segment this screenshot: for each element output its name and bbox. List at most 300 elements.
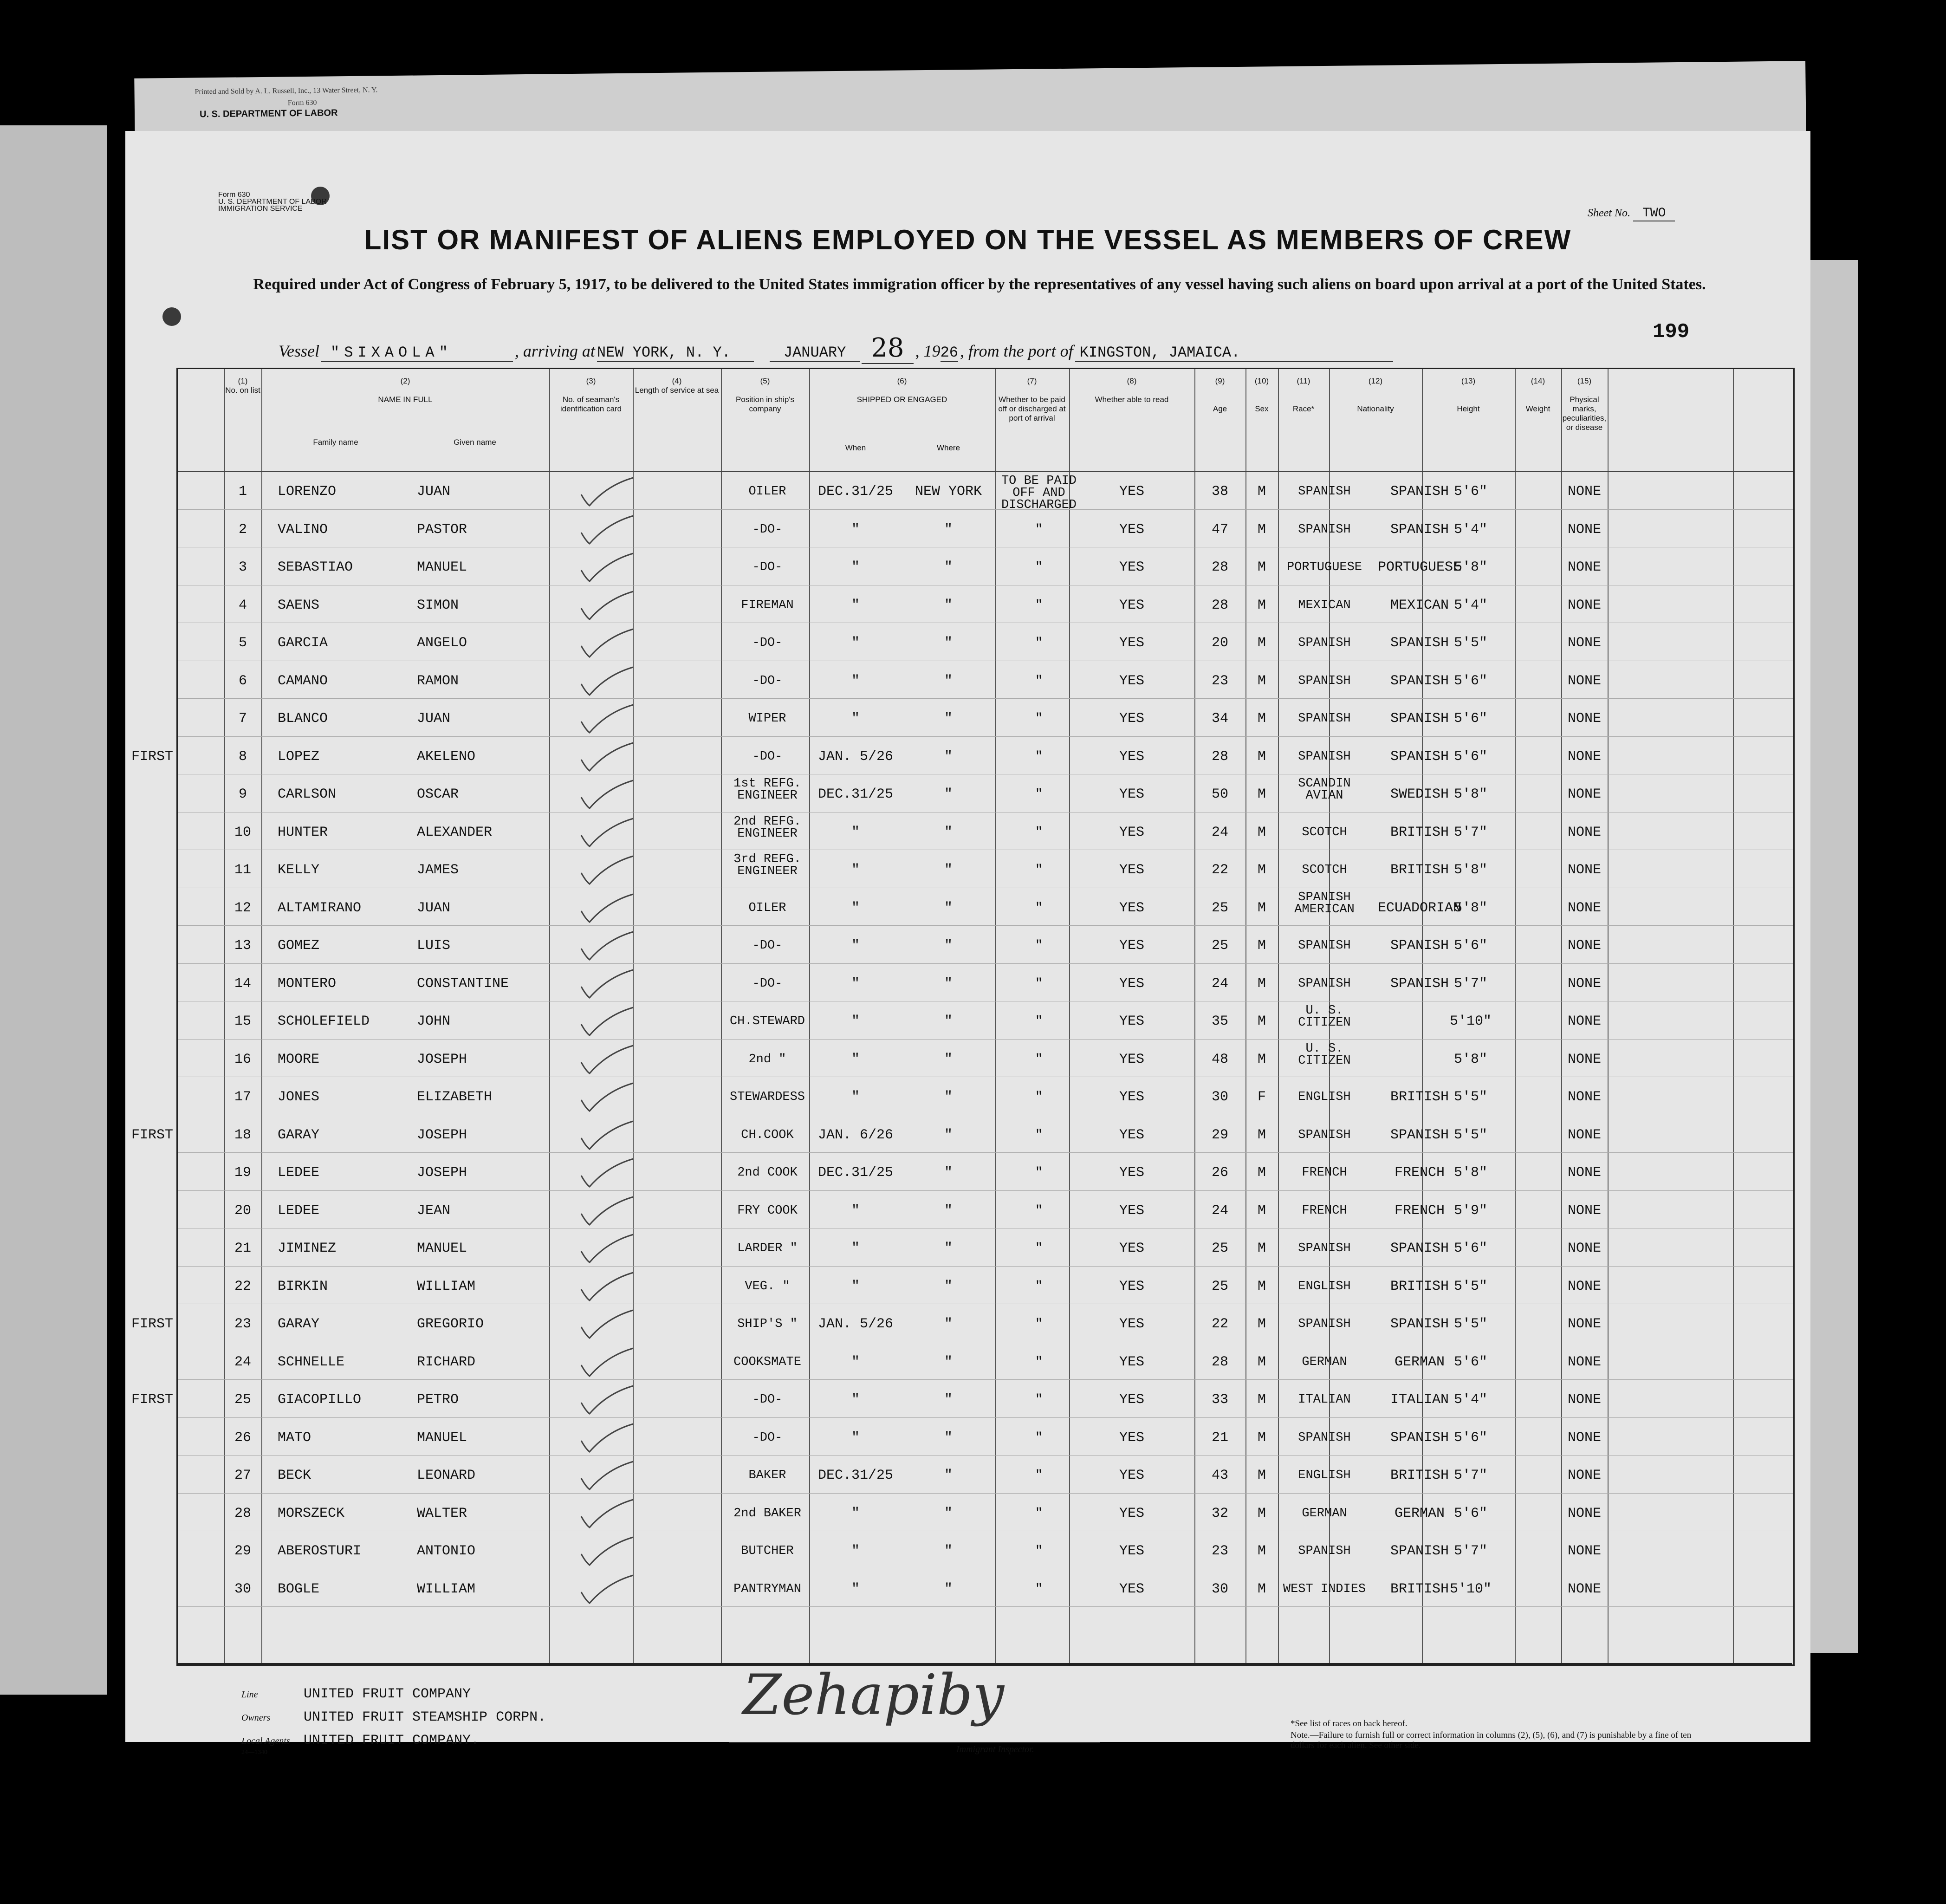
check-mark-icon xyxy=(579,968,635,1003)
cell-marks: NONE xyxy=(1567,1505,1601,1521)
row-divider xyxy=(178,1190,1793,1191)
cell-when: " xyxy=(851,1543,860,1559)
cell-no: 30 xyxy=(234,1581,251,1597)
cell-sex: M xyxy=(1257,748,1266,765)
cell-when: " xyxy=(851,1241,860,1256)
cell-no: 21 xyxy=(234,1241,251,1256)
cell-when: " xyxy=(851,1014,860,1029)
cell-paid: " xyxy=(1035,598,1043,612)
cell-position: 3rd REFG. ENGINEER xyxy=(733,852,801,878)
cell-given: MANUEL xyxy=(417,1430,467,1446)
cell-sex: M xyxy=(1257,1165,1266,1181)
page-title: LIST OR MANIFEST OF ALIENS EMPLOYED ON THE VESSEL AS MEMBERS OF CREW xyxy=(364,224,1572,255)
cell-position: STEWARDESS xyxy=(729,1090,805,1104)
cell-nationality: ECUADORIAN xyxy=(1377,900,1462,916)
check-mark-icon xyxy=(579,1006,635,1040)
cell-paid: " xyxy=(1035,901,1043,915)
cell-race: SPANISH xyxy=(1298,522,1351,537)
header-col-13: (13) Height xyxy=(1457,377,1480,413)
cell-given: JOSEPH xyxy=(417,1051,467,1067)
cell-position: SHIP'S " xyxy=(737,1317,798,1331)
cell-race: SPANISH AMERICAN xyxy=(1294,890,1355,916)
cell-given: SIMON xyxy=(417,597,459,613)
cell-marks: NONE xyxy=(1567,1430,1601,1446)
page-subtitle: Required under Act of Congress of February 5, 1917, to be delivered to the United States immigration officer by the representatives of any vessel having such aliens on board upon arrival at a port of the United States. xyxy=(253,276,1706,293)
cell-read: YES xyxy=(1119,1505,1144,1521)
cell-given: RICHARD xyxy=(417,1354,476,1370)
cell-marks: NONE xyxy=(1567,1392,1601,1408)
header-col-12: (12) Nationality xyxy=(1357,377,1394,413)
cell-when: " xyxy=(851,559,860,575)
header-col-7: (7) Whether to be paid off or discharged at port of arrival xyxy=(998,377,1066,422)
cell-given: MANUEL xyxy=(417,559,467,575)
cell-when: JAN. 5/26 xyxy=(817,748,894,765)
cell-read: YES xyxy=(1119,521,1144,538)
cell-marks: NONE xyxy=(1567,1241,1601,1256)
cell-no: 2 xyxy=(238,521,247,538)
cell-when: DEC.31/25 xyxy=(817,484,894,500)
cell-race: ENGLISH xyxy=(1298,1090,1351,1104)
cell-nationality: PORTUGUESE xyxy=(1377,559,1462,575)
cell-sex: M xyxy=(1257,711,1266,727)
print-code: 24—1340 xyxy=(241,1749,267,1756)
cell-where: " xyxy=(944,1278,953,1294)
check-mark-icon xyxy=(579,552,635,586)
cell-paid: " xyxy=(1035,522,1043,537)
check-mark-icon xyxy=(579,1346,635,1381)
cell-given: RAMON xyxy=(417,673,459,689)
cell-where: " xyxy=(944,1543,953,1559)
cell-nationality: BRITISH xyxy=(1390,862,1449,878)
cell-when: " xyxy=(851,824,860,840)
row-divider xyxy=(178,1493,1793,1494)
cell-given: AKELENO xyxy=(417,748,476,765)
cell-race: SPANISH xyxy=(1298,674,1351,688)
header-given-name: Given name xyxy=(454,438,496,447)
cell-nationality: SPANISH xyxy=(1390,673,1449,689)
agents-field xyxy=(241,1733,479,1748)
cell-height: 5'6" xyxy=(1453,1241,1487,1256)
check-mark-icon xyxy=(579,1195,635,1230)
cell-position: 2nd REFG. ENGINEER xyxy=(733,814,801,841)
arrival-year: 26 xyxy=(940,344,958,361)
cell-sex: M xyxy=(1257,862,1266,878)
cell-nationality: SPANISH xyxy=(1390,1127,1449,1143)
cell-sex: M xyxy=(1257,673,1266,689)
cell-where: " xyxy=(944,1505,953,1521)
cell-no: 18 xyxy=(234,1127,251,1143)
cell-race: SPANISH xyxy=(1298,712,1351,726)
cell-position: BUTCHER xyxy=(741,1544,794,1558)
cell-given: WILLIAM xyxy=(417,1581,476,1597)
cell-position: 2nd COOK xyxy=(737,1166,798,1180)
cell-height: 5'6" xyxy=(1453,748,1487,765)
cell-race: U. S. CITIZEN xyxy=(1298,1041,1351,1068)
cell-age: 24 xyxy=(1211,824,1228,840)
cell-family: SCHNELLE xyxy=(278,1354,345,1370)
cell-nationality: SPANISH xyxy=(1390,484,1449,500)
cell-read: YES xyxy=(1119,1468,1144,1483)
cell-age: 48 xyxy=(1211,1051,1228,1067)
cell-sex: M xyxy=(1257,484,1266,500)
cell-sex: M xyxy=(1257,786,1266,802)
cell-given: ANGELO xyxy=(417,635,467,651)
cell-height: 5'6" xyxy=(1453,1430,1487,1446)
row-divider xyxy=(178,1455,1793,1456)
cell-when: " xyxy=(851,1354,860,1370)
cell-nationality: SPANISH xyxy=(1390,1241,1449,1256)
cell-age: 28 xyxy=(1211,1354,1228,1370)
cell-where: " xyxy=(944,1468,953,1483)
cell-marks: NONE xyxy=(1567,1468,1601,1483)
header-family-name: Family name xyxy=(313,438,358,447)
cell-race: FRENCH xyxy=(1302,1166,1347,1180)
crew-table xyxy=(131,368,1795,1666)
cell-nationality: FRENCH xyxy=(1394,1202,1445,1219)
cell-read: YES xyxy=(1119,1316,1144,1332)
cell-height: 5'7" xyxy=(1453,1543,1487,1559)
cell-family: ALTAMIRANO xyxy=(278,900,362,916)
cell-read: YES xyxy=(1119,711,1144,727)
cell-paid: " xyxy=(1035,1203,1043,1218)
row-divider xyxy=(178,1606,1793,1607)
cell-paid: " xyxy=(1035,1430,1043,1445)
cell-family: MATO xyxy=(278,1430,311,1446)
cell-where: " xyxy=(944,1316,953,1332)
cell-age: 28 xyxy=(1211,748,1228,765)
cell-when: DEC.31/25 xyxy=(817,1468,894,1483)
cell-height: 5'6" xyxy=(1453,711,1487,727)
cell-where: " xyxy=(944,1354,953,1370)
cell-sex: M xyxy=(1257,824,1266,840)
cell-read: YES xyxy=(1119,1581,1144,1597)
cell-where: " xyxy=(944,938,953,954)
cell-mark: FIRST xyxy=(131,1127,173,1143)
cell-race: SPANISH xyxy=(1298,976,1351,991)
sheet-value: TWO xyxy=(1633,206,1675,221)
header-col-4: (4) Length of service at sea xyxy=(635,377,719,395)
cell-no: 1 xyxy=(238,484,247,500)
cell-given: PASTOR xyxy=(417,521,467,538)
cell-paid: " xyxy=(1035,1317,1043,1331)
cell-when: " xyxy=(851,673,860,689)
cell-family: ABEROSTURI xyxy=(278,1543,362,1559)
cell-no: 10 xyxy=(234,824,251,840)
cell-paid: " xyxy=(1035,1052,1043,1066)
cell-no: 14 xyxy=(234,975,251,992)
cell-paid: TO BE PAID OFF AND DISCHARGED xyxy=(1001,474,1077,512)
cell-read: YES xyxy=(1119,1089,1144,1105)
cell-read: YES xyxy=(1119,938,1144,954)
cell-no: 3 xyxy=(238,559,247,575)
cell-marks: NONE xyxy=(1567,635,1601,651)
header-col-5: (5) Position in ship's company xyxy=(735,377,795,413)
cell-race: SPANISH xyxy=(1298,1430,1351,1445)
cell-sex: M xyxy=(1257,1468,1266,1483)
row-divider xyxy=(178,925,1793,926)
header-col-2: (2) NAME IN FULL xyxy=(378,377,433,404)
cell-family: GOMEZ xyxy=(278,938,320,954)
cell-no: 24 xyxy=(234,1354,251,1370)
cell-when: DEC.31/25 xyxy=(817,786,894,802)
cell-sex: M xyxy=(1257,1202,1266,1219)
cell-age: 28 xyxy=(1211,597,1228,613)
cell-position: -DO- xyxy=(752,636,783,650)
cell-race: FRENCH xyxy=(1302,1203,1347,1218)
cell-marks: NONE xyxy=(1567,1202,1601,1219)
cell-where: " xyxy=(944,597,953,613)
cell-when: " xyxy=(851,975,860,992)
cell-nationality: SPANISH xyxy=(1390,975,1449,992)
cell-race: SPANISH xyxy=(1298,1128,1351,1142)
cell-family: GARCIA xyxy=(278,635,328,651)
cell-read: YES xyxy=(1119,1014,1144,1029)
punch-hole xyxy=(162,307,181,326)
cell-where: " xyxy=(944,900,953,916)
form-department: U. S. DEPARTMENT OF LABOR xyxy=(218,198,327,206)
cell-sex: M xyxy=(1257,1014,1266,1029)
cell-where: " xyxy=(944,673,953,689)
cell-read: YES xyxy=(1119,635,1144,651)
cell-sex: M xyxy=(1257,559,1266,575)
cell-height: 5'8" xyxy=(1453,559,1487,575)
cell-position: -DO- xyxy=(752,560,783,574)
cell-family: MONTERO xyxy=(278,975,337,992)
manifest-sheet xyxy=(125,131,1810,1756)
cell-family: LEDEE xyxy=(278,1165,320,1181)
cell-where: " xyxy=(944,786,953,802)
cell-family: SAENS xyxy=(278,597,320,613)
cell-sex: M xyxy=(1257,521,1266,538)
cell-position: -DO- xyxy=(752,976,783,991)
cell-paid: " xyxy=(1035,976,1043,991)
cell-given: JOHN xyxy=(417,1014,451,1029)
cell-race: WEST INDIES xyxy=(1283,1582,1366,1596)
agents-label: Local Agents xyxy=(241,1736,290,1746)
cell-nationality: BRITISH xyxy=(1390,1278,1449,1294)
cell-family: CAMANO xyxy=(278,673,328,689)
cell-position: CH.STEWARD xyxy=(729,1014,805,1028)
cell-race: SPANISH xyxy=(1298,749,1351,764)
cell-nationality: SPANISH xyxy=(1390,635,1449,651)
cell-no: 29 xyxy=(234,1543,251,1559)
cell-position: -DO- xyxy=(752,749,783,764)
cell-read: YES xyxy=(1119,824,1144,840)
form-stamp xyxy=(218,191,327,212)
cell-age: 28 xyxy=(1211,559,1228,575)
cell-height: 5'6" xyxy=(1453,938,1487,954)
check-mark-icon xyxy=(579,1044,635,1079)
cell-given: ALEXANDER xyxy=(417,824,493,840)
cell-race: SPANISH xyxy=(1298,485,1351,499)
sheet-number xyxy=(1588,206,1675,221)
back-department: U. S. DEPARTMENT OF LABOR xyxy=(199,108,338,120)
cell-position: OILER xyxy=(748,901,786,915)
row-divider xyxy=(178,509,1793,510)
cell-where: " xyxy=(944,635,953,651)
cell-marks: NONE xyxy=(1567,1165,1601,1181)
cell-height: 5'4" xyxy=(1453,521,1487,538)
cell-marks: NONE xyxy=(1567,1089,1601,1105)
cell-read: YES xyxy=(1119,1543,1144,1559)
cell-where: NEW YORK xyxy=(915,484,982,500)
form-service: IMMIGRATION SERVICE xyxy=(218,205,303,213)
cell-height: 5'8" xyxy=(1453,1051,1487,1067)
check-mark-icon xyxy=(579,1081,635,1116)
cell-race: SPANISH xyxy=(1298,1317,1351,1331)
cell-position: FRY COOK xyxy=(737,1203,798,1218)
cell-marks: NONE xyxy=(1567,862,1601,878)
cell-race: SCOTCH xyxy=(1302,863,1347,877)
cell-no: 27 xyxy=(234,1468,251,1483)
cell-family: CARLSON xyxy=(278,786,337,802)
check-mark-icon xyxy=(579,1308,635,1343)
check-mark-icon xyxy=(579,817,635,851)
cell-given: JUAN xyxy=(417,900,451,916)
cell-paid: " xyxy=(1035,825,1043,839)
cell-age: 29 xyxy=(1211,1127,1228,1143)
header-when: When xyxy=(845,443,866,452)
cell-sex: M xyxy=(1257,1354,1266,1370)
cell-family: MOORE xyxy=(278,1051,320,1067)
cell-position: VEG. " xyxy=(745,1279,790,1293)
cell-position: FIREMAN xyxy=(741,598,794,612)
cell-sex: M xyxy=(1257,1316,1266,1332)
cell-marks: NONE xyxy=(1567,824,1601,840)
cell-position: OILER xyxy=(748,485,786,499)
row-divider xyxy=(178,736,1793,737)
cell-mark: FIRST xyxy=(131,1392,173,1408)
cell-marks: NONE xyxy=(1567,786,1601,802)
check-mark-icon xyxy=(579,1271,635,1306)
line-field xyxy=(241,1686,471,1702)
line-label: Line xyxy=(241,1690,258,1700)
cell-when: " xyxy=(851,711,860,727)
arrival-month: JANUARY xyxy=(770,344,860,362)
check-mark-icon xyxy=(579,590,635,624)
check-mark-icon xyxy=(579,892,635,927)
check-mark-icon xyxy=(579,930,635,965)
cell-marks: NONE xyxy=(1567,748,1601,765)
cell-position: PANTRYMAN xyxy=(733,1582,801,1596)
cell-paid: " xyxy=(1035,674,1043,688)
cell-race: ENGLISH xyxy=(1298,1469,1351,1482)
cell-height: 5'5" xyxy=(1453,1089,1487,1105)
cell-age: 30 xyxy=(1211,1089,1228,1105)
cell-sex: M xyxy=(1257,635,1266,651)
cell-when: JAN. 5/26 xyxy=(817,1316,894,1332)
cell-paid: " xyxy=(1035,1582,1043,1596)
check-mark-icon xyxy=(579,779,635,813)
cell-paid: " xyxy=(1035,749,1043,764)
cell-marks: NONE xyxy=(1567,1354,1601,1370)
cell-age: 34 xyxy=(1211,711,1228,727)
cell-when: " xyxy=(851,635,860,651)
printer-line: Printed and Sold by A. L. Russell, Inc., 13 Water Street, N. Y. xyxy=(195,86,378,96)
cell-family: GARAY xyxy=(278,1316,320,1332)
cell-no: 22 xyxy=(234,1278,251,1294)
cell-sex: M xyxy=(1257,597,1266,613)
cell-where: " xyxy=(944,1127,953,1143)
cell-where: " xyxy=(944,975,953,992)
cell-marks: NONE xyxy=(1567,673,1601,689)
races-note: *See list of races on back hereof. xyxy=(1291,1719,1408,1729)
cell-sex: M xyxy=(1257,1505,1266,1521)
cell-race: SCOTCH xyxy=(1302,825,1347,839)
cell-when: " xyxy=(851,1089,860,1105)
check-mark-icon xyxy=(579,1233,635,1267)
cell-paid: " xyxy=(1035,1279,1043,1293)
cell-race: SPANISH xyxy=(1298,1544,1351,1558)
cell-read: YES xyxy=(1119,1241,1144,1256)
row-divider xyxy=(178,1266,1793,1267)
cell-age: 23 xyxy=(1211,1543,1228,1559)
cell-height: 5'7" xyxy=(1453,975,1487,992)
owners-value: UNITED FRUIT STEAMSHIP CORPN. xyxy=(304,1709,546,1725)
cell-height: 5'4" xyxy=(1453,597,1487,613)
cell-nationality: SPANISH xyxy=(1390,1543,1449,1559)
cell-given: JUAN xyxy=(417,484,451,500)
cell-read: YES xyxy=(1119,1392,1144,1408)
arriving-label: , arriving at xyxy=(514,342,595,360)
check-mark-icon xyxy=(579,1535,635,1570)
cell-family: GARAY xyxy=(278,1127,320,1143)
cell-read: YES xyxy=(1119,1202,1144,1219)
cell-family: HUNTER xyxy=(278,824,328,840)
row-divider xyxy=(178,963,1793,964)
header-col-11: (11) Race* xyxy=(1292,377,1315,413)
cell-nationality: FRENCH xyxy=(1394,1165,1445,1181)
check-mark-icon xyxy=(579,1157,635,1192)
cell-read: YES xyxy=(1119,1127,1144,1143)
cell-nationality: SPANISH xyxy=(1390,521,1449,538)
cell-height: 5'10" xyxy=(1449,1014,1492,1029)
cell-when: " xyxy=(851,1430,860,1446)
cell-age: 47 xyxy=(1211,521,1228,538)
agents-value: UNITED FRUIT COMPANY. xyxy=(304,1733,480,1748)
cell-sex: M xyxy=(1257,1051,1266,1067)
cell-nationality: SPANISH xyxy=(1390,1430,1449,1446)
cell-sex: M xyxy=(1257,1581,1266,1597)
cell-read: YES xyxy=(1119,1430,1144,1446)
cell-nationality: SWEDISH xyxy=(1390,786,1449,802)
owners-label: Owners xyxy=(241,1713,271,1723)
cell-height: 5'6" xyxy=(1453,1354,1487,1370)
cell-where: " xyxy=(944,1430,953,1446)
row-divider xyxy=(178,1039,1793,1040)
cell-family: KELLY xyxy=(278,862,320,878)
penalty-note: Note.—Failure to furnish full or correct information in columns (2), (5), (6), and (7) is punishable by a fine of ten dollars for each alien. See other side. xyxy=(1291,1730,1692,1750)
cell-when: DEC.31/25 xyxy=(817,1165,894,1181)
owners-field xyxy=(241,1709,546,1725)
cell-where: " xyxy=(944,711,953,727)
cell-position: -DO- xyxy=(752,1393,783,1407)
cell-age: 25 xyxy=(1211,900,1228,916)
cell-age: 50 xyxy=(1211,786,1228,802)
cell-sex: M xyxy=(1257,938,1266,954)
cell-read: YES xyxy=(1119,1051,1144,1067)
cell-marks: NONE xyxy=(1567,559,1601,575)
cell-family: BOGLE xyxy=(278,1581,320,1597)
cell-family: MORSZECK xyxy=(278,1505,345,1521)
cell-position: BAKER xyxy=(748,1469,786,1482)
cell-age: 22 xyxy=(1211,1316,1228,1332)
check-mark-icon xyxy=(579,854,635,889)
cell-race: SCANDIN AVIAN xyxy=(1298,777,1351,803)
check-mark-icon xyxy=(579,476,635,511)
cell-age: 33 xyxy=(1211,1392,1228,1408)
cell-given: JOSEPH xyxy=(417,1165,467,1181)
